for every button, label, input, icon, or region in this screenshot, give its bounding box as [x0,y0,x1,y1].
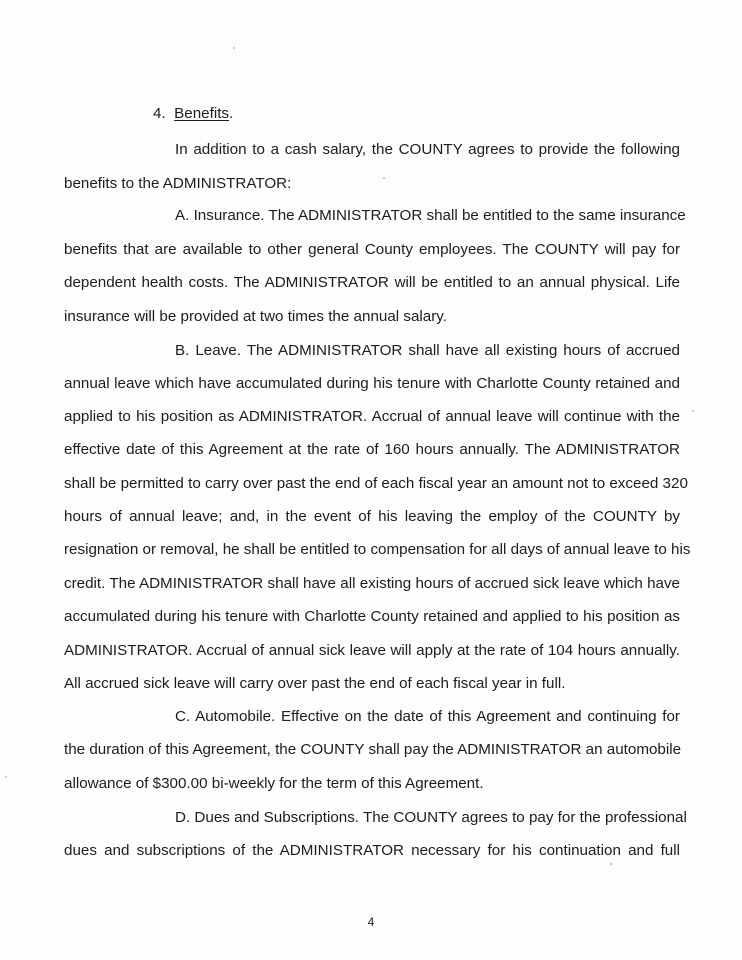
section-title: Benefits [174,105,230,122]
paragraph-b-line: ADMINISTRATOR. Accrual of annual sick leave will apply at the rate of 104 hours annually. [64,642,680,659]
scan-speck [383,177,385,179]
paragraph-b-line: accumulated during his tenure with Charlotte County retained and applied to his position as [64,608,680,625]
scan-speck [233,47,235,49]
paragraph-b-line: All accrued sick leave will carry over past the end of each fiscal year in full. [64,675,566,692]
intro-line: benefits to the ADMINISTRATOR: [64,175,292,192]
paragraph-c-line: the duration of this Agreement, the COUNTY shall pay the ADMINISTRATOR an automobile [64,741,682,758]
paragraph-b-line: resignation or removal, he shall be entitled to compensation for all days of annual leave to his [64,541,691,558]
scan-speck [610,863,612,865]
paragraph-b-line: applied to his position as ADMINISTRATOR. Accrual of annual leave will continue with the [64,408,680,425]
paragraph-a-line: dependent health costs. The ADMINISTRATOR will be entitled to an annual physical. Life [64,274,680,291]
paragraph-b-line: credit. The ADMINISTRATOR shall have all existing hours of accrued sick leave which have [64,575,680,592]
paragraph-b-line: B. Leave. The ADMINISTRATOR shall have all existing hours of accrued [175,342,680,359]
paragraph-a-line: insurance will be provided at two times the annual salary. [64,308,447,325]
section-number: 4. [153,105,166,122]
paragraph-d-line: dues and subscriptions of the ADMINISTRATOR necessary for his continuation and full [64,842,680,859]
paragraph-b-line: hours of annual leave; and, in the event of his leaving the employ of the COUNTY by [64,508,680,525]
paragraph-a-line: benefits that are available to other general County employees. The COUNTY will pay for [64,241,680,258]
paragraph-b-line: shall be permitted to carry over past the end of each fiscal year an amount not to exceed 320 [64,475,688,492]
paragraph-c-line: C. Automobile. Effective on the date of this Agreement and continuing for [175,708,680,725]
page-number: 4 [367,915,375,929]
paragraph-d-line: D. Dues and Subscriptions. The COUNTY agrees to pay for the professional [175,809,687,826]
intro-line: In addition to a cash salary, the COUNTY agrees to provide the following [175,141,680,158]
paragraph-c-line: allowance of $300.00 bi-weekly for the term of this Agreement. [64,775,484,792]
section-heading: 4. Benefits. [153,105,234,122]
scan-speck [692,410,694,412]
paragraph-a-line: A. Insurance. The ADMINISTRATOR shall be entitled to the same insurance [175,207,686,224]
scan-speck [5,776,7,778]
paragraph-b-line: annual leave which have accumulated during his tenure with Charlotte County retained and [64,375,680,392]
paragraph-b-line: effective date of this Agreement at the rate of 160 hours annually. The ADMINISTRATOR [64,441,680,458]
